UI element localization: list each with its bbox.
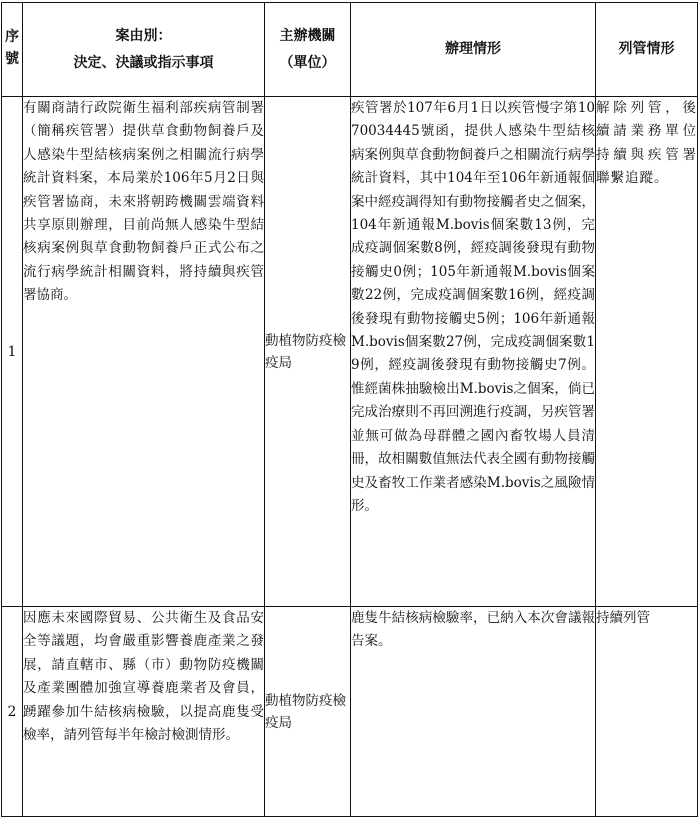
row-agency: 動植物防疫檢疫局: [265, 607, 351, 817]
header-topic-label: 案由別：: [115, 27, 172, 44]
header-topic: [23, 3, 265, 97]
row-tracking: 解除列管，後續請業務單位持續與疾管署聯繫追蹤。: [596, 97, 698, 607]
header-tracking: [596, 3, 698, 97]
row-topic: 因應未來國際貿易、公共衛生及食品安全等議題，均會嚴重影響養鹿產業之發展，請直轄市、縣（市）動物防疫機關及產業團體加強宣導養鹿業者及會員，踴躍參加牛結核病檢驗，以提高鹿隻受檢率，請列管每半年檢討檢測情形。: [23, 607, 265, 817]
header-agency-sub-label: （單位）: [279, 54, 336, 71]
resolution-tracking-table: [1, 2, 698, 817]
row-number: 1: [2, 97, 23, 607]
row-agency: 動植物防疫檢疫局: [265, 97, 351, 607]
header-no: [2, 3, 23, 97]
header-tracking-label: 列管情形: [618, 41, 675, 58]
row-handling: 疾管署於107年6月1日以疾管慢字第1070034445號函，提供人感染牛型結核病案例與草食動物飼養戶之相關流行病學統計資料，其中104年至106年新通報個案中經疫調得知有動物接觸者史之個案，104年新通報M.bovis個案數13例，完成疫調個案數8例，經疫調後發現有動物接觸史0例；105年新通報M.bovis個案數22例，完成疫調個案數16例，經疫調後發現有動物接觸史5例；106年新通報M.bovis個案數27例，完成疫調個案數19例，經疫調後發現有動物接觸史7例。惟經菌株抽驗檢出M.bovis之個案，倘已完成治療則不再回溯進行疫調，另疾管署並無可做為母群體之國內畜牧場人員清冊，故相關數值無法代表全國有動物接觸史及畜牧工作業者感染M.bovis之風險情形。: [351, 97, 596, 607]
row-tracking: 持續列管: [596, 607, 698, 817]
header-handling-label: 辦理情形: [445, 41, 501, 58]
row-handling: 鹿隻牛結核病檢驗率，已納入本次會議報告案。: [351, 607, 596, 817]
table-row: [2, 97, 698, 607]
header-handling: [351, 3, 596, 97]
header-topic-sub-label: 決定、決議或指示事項: [73, 54, 214, 71]
row-number: 2: [2, 607, 23, 817]
header-no-label: 序號: [5, 29, 19, 68]
table-header-row: [2, 3, 698, 97]
table-row: [2, 607, 698, 817]
header-agency: [265, 3, 351, 97]
row-topic: 有關商請行政院衛生福利部疾病管制署（簡稱疾管署）提供草食動物飼養戶及人感染牛型結核病案例之相關流行病學統計資料案，本局業於106年5月2日與疾管署協商，未來將朝跨機關雲端資料共享原則辦理，目前尚無人感染牛型結核病案例與草食動物飼養戶正式公布之流行病學統計相關資料，將持續與疾管署協商。: [23, 97, 265, 607]
header-agency-label: 主辦機關: [279, 27, 336, 44]
